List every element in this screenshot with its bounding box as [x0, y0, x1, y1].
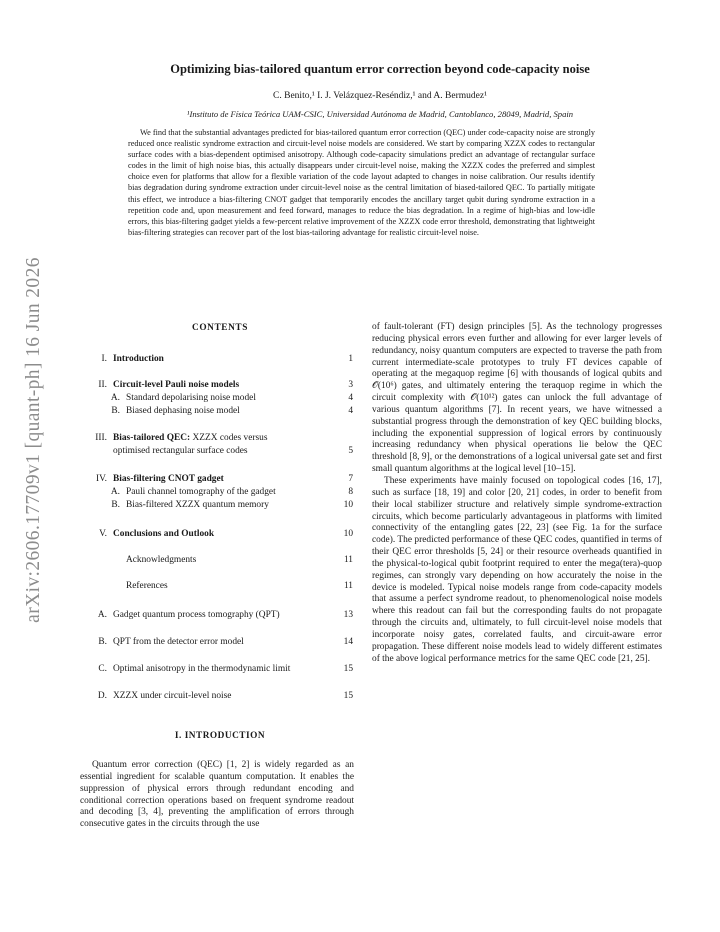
- toc-entry-tomography[interactable]: A. Pauli channel tomography of the gadget 8: [110, 487, 353, 497]
- toc-entry-references[interactable]: References 11: [126, 581, 353, 591]
- toc-entry-conclusions[interactable]: V. Conclusions and Outlook 10: [99, 529, 353, 539]
- toc-entry-dephasing[interactable]: B. Biased dephasing noise model 4: [111, 406, 353, 416]
- abstract: We find that the substantial advantages predicted for bias-tailored quantum error correction (QEC) under code-capacity noise are strongly reduced once realistic syndrome extraction and circuit-level noise models are considered. We start by comparing XZZX codes to rectangular surface codes with a bias-dependent optimised anisotropy. Although code-capacity simulations predict an advantage of rectangular surface codes in the limit of high noise bias, this actually disappears under circuit-level noise, making the XZZX codes the preferred and simplest choice even for platforms that allow for a flexible variation of the code layout adapted to changes in noise calibration. Our results identify bias degradation during syndrome extraction under circuit-level noise as the central limitation of biased-tailored QEC. To partially mitigate this effect, we introduce a bias-filtering CNOT gadget that temporarily encodes the ancillary target qubit during syndrome extraction in a repetition code and, upon measurement and feed forward, manages to reduce the bias degradation. In a regime of high-bias and low-idle errors, this bias-filtering gadget yields a few-percent relative improvement of the XZZX code error threshold, demonstrating that lightweight bias-filtering strategies can recover part of the lost bias-tailoring advantage for realistic circuit-level noise.: [128, 128, 595, 237]
- toc-entry-bias-tailored[interactable]: III. Bias-tailored QEC: XZZX codes versus: [95, 433, 268, 443]
- toc-entry-appendix-a[interactable]: A. Gadget quantum process tomography (QPT) 13: [97, 610, 353, 620]
- contents-heading: CONTENTS: [192, 323, 248, 333]
- toc-entry-quantum-memory[interactable]: B. Bias-filtered XZZX quantum memory 10: [111, 500, 353, 510]
- toc-entry-appendix-b[interactable]: B. QPT from the detector error model 14: [98, 637, 353, 647]
- intro-paragraph-2: These experiments have mainly focused on topological codes [16, 17], such as surface [18, 19] and color [20, 21] codes, in order to benefit from their local stabilizer structure and relatively simple syndrome-extraction circuits, which become particularly advantageous in platforms with limited connectivity of the entangling gates [22, 23] (see Fig. 1a for the surface code). The predicted performance of these QEC codes, quantified in terms of their QEC error thresholds [5, 24] or their resource overheads quantified in the physical-to-logical qubit footprint required to enter the mega(tera)-quop regimes, can strongly vary depending on how accurately the noise in the device is modeled. Typical noise models range from code-capacity models that assume a perfect syndrome readout, to phenomenological noise models where this readout can fail but the corresponding faults do not propagate through the circuits and, ultimately, to full circuit-level noise models that incorporate noisy gates, correlated faults, and circuit-aware error propagation. These different noise models lead to widely different estimates of the above logical performance metrics for the same QEC code [21, 25].: [372, 475, 662, 664]
- toc-entry-noise-models[interactable]: II. Circuit-level Pauli noise models 3: [98, 380, 353, 390]
- arxiv-id: arXiv:2606.17709v1 [quant-ph] 16 Jun 2026: [23, 257, 44, 623]
- intro-paragraph-1: Quantum error correction (QEC) [1, 2] is widely regarded as an essential ingredient for scalable quantum computation. It enables the suppression of physical errors through redundant encoding and conditional correction operations based on frequent syndrome readout and decoding [3, 4], preventing the amplification of errors through consecutive gates in the circuits through the use: [80, 760, 354, 830]
- toc-entry-gadget[interactable]: IV. Bias-filtering CNOT gadget 7: [95, 474, 353, 484]
- toc-entry-acknowledgments[interactable]: Acknowledgments 11: [126, 555, 353, 565]
- intro-paragraph-1-continued: of fault-tolerant (FT) design principles [5]. As the technology progresses reducing physical errors even further and allowing for ever larger levels of redundancy, noisy quantum computers are expected to traverse the path from current intermediate-scale prototypes to truly FT devices capable of operating at the megaquop regime [6] with thousands of logical qubits and 𝒪(10⁶) gates, and ultimately entering the teraquop regime in which the circuit complexity with 𝒪(10¹²) gates can unlock the full advantage of various quantum algorithms [7]. In recent years, we have witnessed a substantial progress through the demonstration of key QEC building blocks, including the exponential suppression of logical errors by continuously increasing redundancy when physical operations lie below the QEC threshold [8, 9], or the demonstrations of a logical universal gate set and first small quantum algorithms at the logical level [10–15].: [372, 322, 662, 475]
- toc-entry-bias-tailored-line2[interactable]: optimised rectangular surface codes 5: [113, 446, 353, 456]
- author-list: C. Benito,¹ I. J. Velázquez-Reséndiz,¹ and A. Bermudez¹: [273, 91, 487, 101]
- section-heading-introduction: I. INTRODUCTION: [174, 731, 266, 741]
- affiliation: ¹Instituto de Física Teórica UAM-CSIC, Universidad Autónoma de Madrid, Cantoblanco, 28049, Madrid, Spain: [186, 109, 574, 119]
- toc-entry-depolarising[interactable]: A. Standard depolarising noise model 4: [110, 393, 353, 403]
- toc-entry-appendix-d[interactable]: D. XZZX under circuit-level noise 15: [97, 691, 353, 701]
- toc-entry-appendix-c[interactable]: C. Optimal anisotropy in the thermodynamic limit 15: [98, 664, 353, 674]
- toc-entry-introduction[interactable]: I. Introduction 1: [101, 354, 353, 364]
- arxiv-sidebar-stamp: [14, 250, 54, 630]
- paper-title: Optimizing bias-tailored quantum error correction beyond code-capacity noise: [170, 62, 590, 76]
- right-column: [372, 322, 662, 665]
